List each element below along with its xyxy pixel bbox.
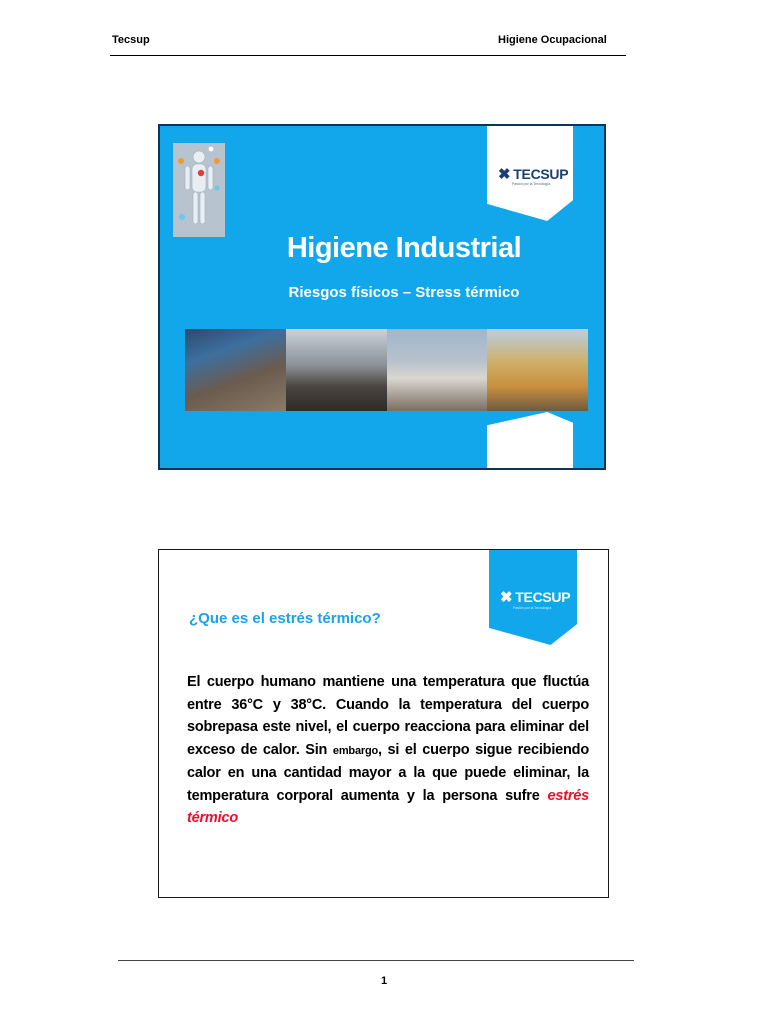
- slide-body-text: [187, 671, 589, 830]
- photo-industrial-structure: [185, 329, 286, 411]
- tecsup-logo: [498, 165, 568, 183]
- tecsup-logo-tagline: Pasión por la Tecnología: [512, 182, 551, 186]
- photo-plant-interior: [286, 329, 387, 411]
- photo-strip: [185, 329, 588, 411]
- body-text-part-1: El cuerpo humano mantiene una temperatura que fluctúa entre 36°C y 38°C. Cuando la temperatura del cuerpo sobrepasa este nivel, el cuerpo reacciona para eliminar del exceso de calor. Sin: [187, 674, 589, 758]
- slide-2: [158, 549, 609, 898]
- body-text-part-2: , si el cuerpo sigue recibiendo calor en una cantidad mayor a la que puede eliminar, la temperatura corporal aumenta y la persona sufre: [187, 741, 589, 804]
- slide-question-heading: ¿Que es el estrés térmico?: [189, 610, 381, 627]
- tecsup-logo: [500, 588, 570, 606]
- tecsup-logo-tagline: Pasión por la Tecnología: [513, 606, 552, 610]
- header-right-label: Higiene Ocupacional: [498, 34, 607, 46]
- page-number: 1: [380, 975, 388, 987]
- highlighted-term: estrés térmico: [187, 787, 589, 826]
- footer-divider: [118, 960, 634, 961]
- photo-buildings: [487, 329, 588, 411]
- human-body-illustration: [173, 143, 225, 237]
- body-text-small-word: embargo: [332, 744, 378, 757]
- header-divider: [110, 55, 626, 56]
- slide-1: [158, 124, 606, 470]
- tecsup-logo-icon: ✖: [498, 166, 511, 183]
- tecsup-logo-icon: ✖: [500, 589, 513, 606]
- header-left-label: Tecsup: [112, 34, 150, 46]
- slide-title: Higiene Industrial: [286, 232, 522, 264]
- photo-storage-tank: [387, 329, 488, 411]
- human-figure-icon: [173, 143, 225, 237]
- website-url: www.tecsup.edu.pe: [501, 449, 557, 455]
- website-tab: [487, 412, 573, 470]
- tecsup-logo-text: TECSUP: [515, 589, 571, 605]
- slide-subtitle: Riesgos físicos – Stress térmico: [288, 284, 520, 301]
- tecsup-logo-text: TECSUP: [513, 166, 569, 182]
